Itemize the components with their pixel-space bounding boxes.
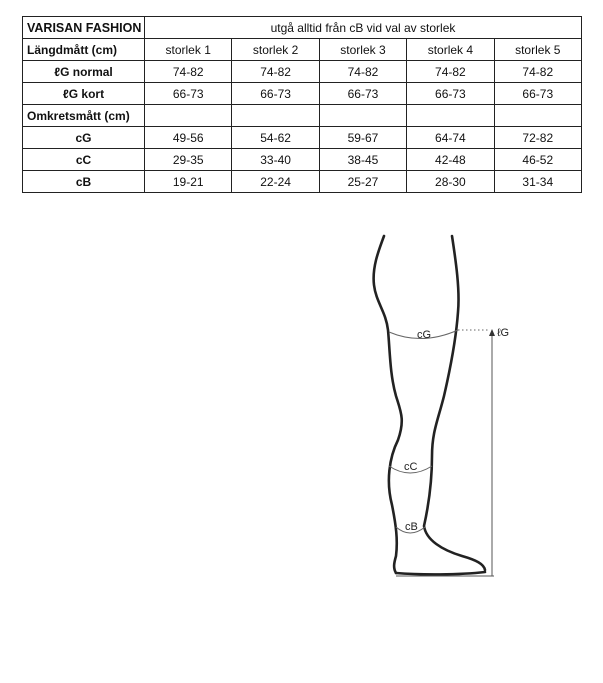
size-header: storlek 4 xyxy=(407,39,494,61)
table-cell: 25-27 xyxy=(319,171,406,193)
table-cell: 22-24 xyxy=(232,171,319,193)
table-header-row xyxy=(23,17,582,39)
leg-outline-sole xyxy=(396,572,485,574)
table-cell: 46-52 xyxy=(494,149,581,171)
empty-cell xyxy=(494,105,581,127)
leg-outline-front xyxy=(424,236,485,570)
size-header: storlek 1 xyxy=(145,39,232,61)
table-cell: 66-73 xyxy=(494,83,581,105)
table-cell: 74-82 xyxy=(407,61,494,83)
size-header: storlek 5 xyxy=(494,39,581,61)
table-subtitle: utgå alltid från cB vid val av storlek xyxy=(145,17,582,39)
table-cell: 66-73 xyxy=(407,83,494,105)
table-cell: 64-74 xyxy=(407,127,494,149)
empty-cell xyxy=(232,105,319,127)
table-row xyxy=(23,61,582,83)
cg-label: cG xyxy=(417,329,432,341)
table-cell: 74-82 xyxy=(232,61,319,83)
row-label: cC xyxy=(23,149,145,171)
row-label: ℓG normal xyxy=(23,61,145,83)
lg-arrow-icon xyxy=(489,329,495,336)
table-cell: 74-82 xyxy=(494,61,581,83)
table-cell: 33-40 xyxy=(232,149,319,171)
table-cell: 59-67 xyxy=(319,127,406,149)
table-cell: 72-82 xyxy=(494,127,581,149)
leg-outline-back xyxy=(374,236,402,573)
table-row xyxy=(23,171,582,193)
leg-diagram xyxy=(340,232,540,582)
table-cell: 42-48 xyxy=(407,149,494,171)
table-row xyxy=(23,127,582,149)
table-cell: 29-35 xyxy=(145,149,232,171)
table-cell: 31-34 xyxy=(494,171,581,193)
sizes-row xyxy=(23,39,582,61)
table-cell: 28-30 xyxy=(407,171,494,193)
row-label: cG xyxy=(23,127,145,149)
size-header: storlek 2 xyxy=(232,39,319,61)
table-cell: 66-73 xyxy=(232,83,319,105)
empty-cell xyxy=(407,105,494,127)
cb-label: cB xyxy=(405,521,418,533)
row-label: ℓG kort xyxy=(23,83,145,105)
size-table xyxy=(22,16,582,193)
table-cell: 38-45 xyxy=(319,149,406,171)
table-cell: 49-56 xyxy=(145,127,232,149)
circ-section-row xyxy=(23,105,582,127)
table-cell: 74-82 xyxy=(319,61,406,83)
lg-label: ℓG xyxy=(497,327,510,339)
size-header: storlek 3 xyxy=(319,39,406,61)
row-label: cB xyxy=(23,171,145,193)
table-row xyxy=(23,149,582,171)
circ-section-label: Omkretsmått (cm) xyxy=(23,105,145,127)
table-cell: 66-73 xyxy=(145,83,232,105)
cc-label: cC xyxy=(404,461,418,473)
table-cell: 19-21 xyxy=(145,171,232,193)
table-row xyxy=(23,83,582,105)
brand-name: VARISAN FASHION xyxy=(23,17,145,39)
table-cell: 74-82 xyxy=(145,61,232,83)
length-section-label: Längdmått (cm) xyxy=(23,39,145,61)
table-cell: 66-73 xyxy=(319,83,406,105)
table-cell: 54-62 xyxy=(232,127,319,149)
empty-cell xyxy=(145,105,232,127)
empty-cell xyxy=(319,105,406,127)
